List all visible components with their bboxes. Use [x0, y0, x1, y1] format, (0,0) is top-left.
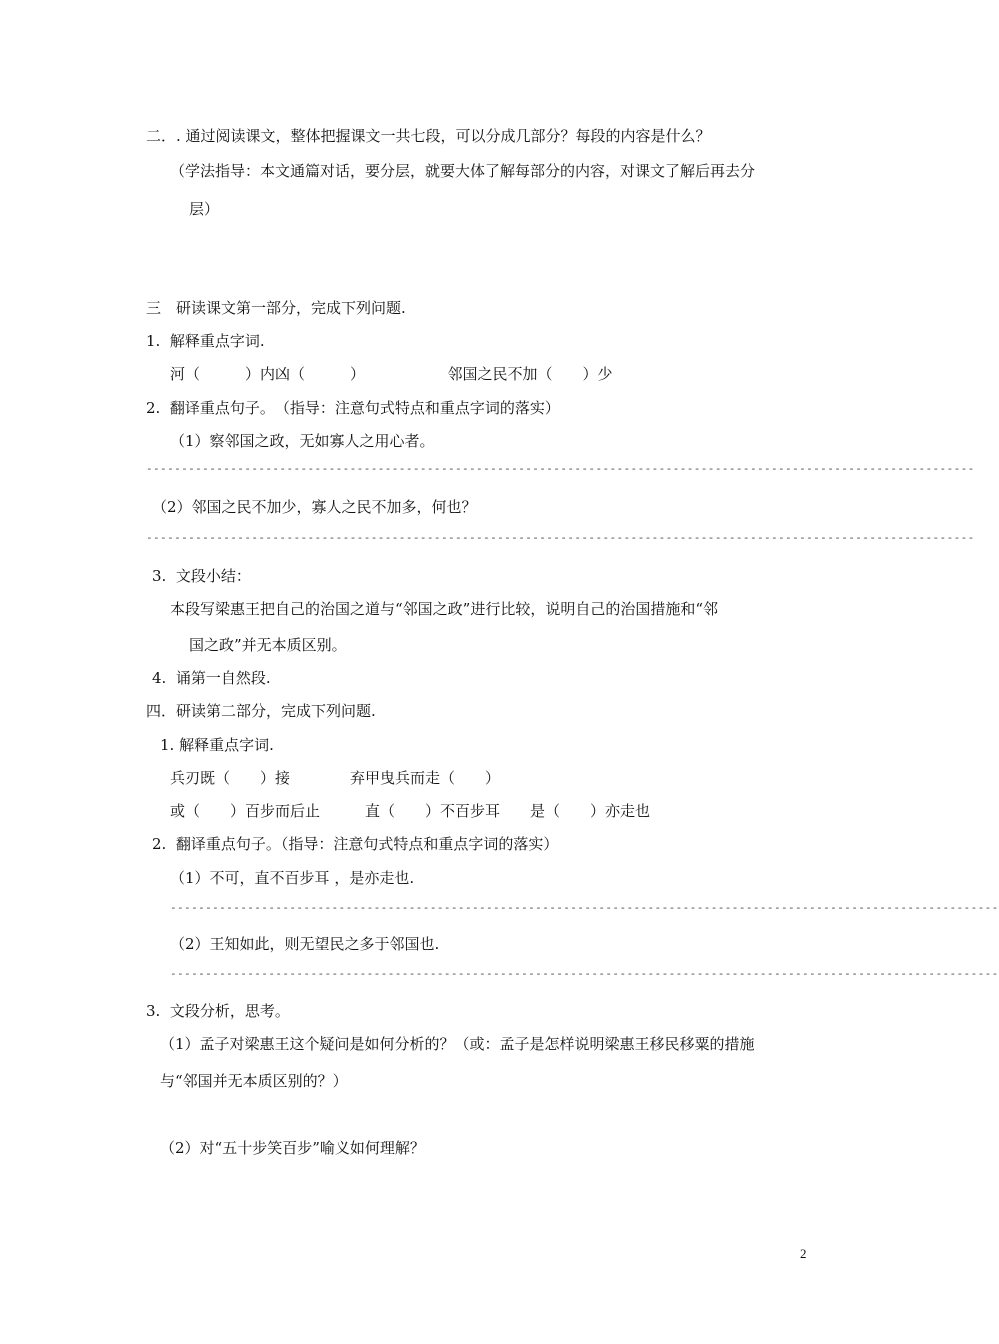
answer-line: ----------------------------------------------------------------------------------------------------------------------	[146, 531, 975, 544]
section4-q2-label: 2. 翻译重点句子。（指导：注意句式特点和重点字词的落实）	[152, 835, 559, 853]
answer-line: ----------------------------------------------------------------------------------------------------------------------	[146, 462, 975, 475]
answer-line: ----------------------------------------------------------------------------------------------------------------------	[170, 967, 999, 980]
section3-heading: 三 研读课文第一部分，完成下列问题.	[146, 299, 406, 317]
section4-q1-words-row2: 或（ ）百步而后止 直（ ）不百步耳 是（ ）亦走也	[170, 802, 651, 820]
section4-q1-label: 1. 解释重点字词.	[160, 736, 274, 754]
section3-summary-line2: 国之政”并无本质区别。	[189, 636, 347, 654]
section4-q2-sentence2: （2）王知如此，则无望民之多于邻国也.	[170, 935, 440, 953]
section2-tip-line2: 层）	[189, 200, 220, 218]
section3-q1-words: 河（ ）内凶（ ） 邻国之民不加（ ）少	[170, 365, 613, 383]
answer-line: ----------------------------------------------------------------------------------------------------------------------	[170, 901, 999, 914]
page-number: 2	[800, 1246, 807, 1261]
section4-q3-sub1-line2: 与“邻国并无本质区别的？）	[160, 1072, 348, 1090]
section3-q3-label: 3. 文段小结：	[152, 567, 251, 585]
section3-q2-label: 2. 翻译重点句子。 （指导：注意句式特点和重点字词的落实）	[146, 399, 560, 417]
section4-heading: 四．研读第二部分，完成下列问题.	[146, 702, 376, 720]
section4-q2-sentence1: （1）不可，直不百步耳 ，是亦走也.	[170, 869, 415, 887]
section4-q3-sub1-line1: （1）孟子对梁惠王这个疑问是如何分析的？（或：孟子是怎样说明梁惠王移民移粟的措施	[160, 1035, 755, 1053]
section4-q1-words-row1: 兵刃既（ ）接 弃甲曳兵而走（ ）	[170, 769, 501, 787]
section3-q1-label: 1. 解释重点字词.	[146, 332, 265, 350]
section3-q2-sentence1: （1）察邻国之政，无如寡人之用心者。	[170, 432, 435, 450]
section2-tip-line1: （学法指导：本文通篇对话，要分层，就要大体了解每部分的内容，对课文了解后再去分	[170, 162, 756, 180]
section4-q3-label: 3. 文段分析，思考。	[146, 1002, 290, 1020]
section2-heading: 二．. 通过阅读课文，整体把握课文一共七段，可以分成几部分？每段的内容是什么？	[146, 127, 711, 145]
section4-q3-sub2: （2）对“五十步笑百步”喻义如何理解？	[160, 1139, 425, 1157]
section3-q4-label: 4. 诵第一自然段.	[152, 669, 271, 687]
section3-q2-sentence2: （2）邻国之民不加少，寡人之民不加多，何也？	[152, 498, 477, 516]
section3-summary-line1: 本段写梁惠王把自己的治国之道与“邻国之政”进行比较，说明自己的治国措施和“邻	[170, 600, 719, 618]
